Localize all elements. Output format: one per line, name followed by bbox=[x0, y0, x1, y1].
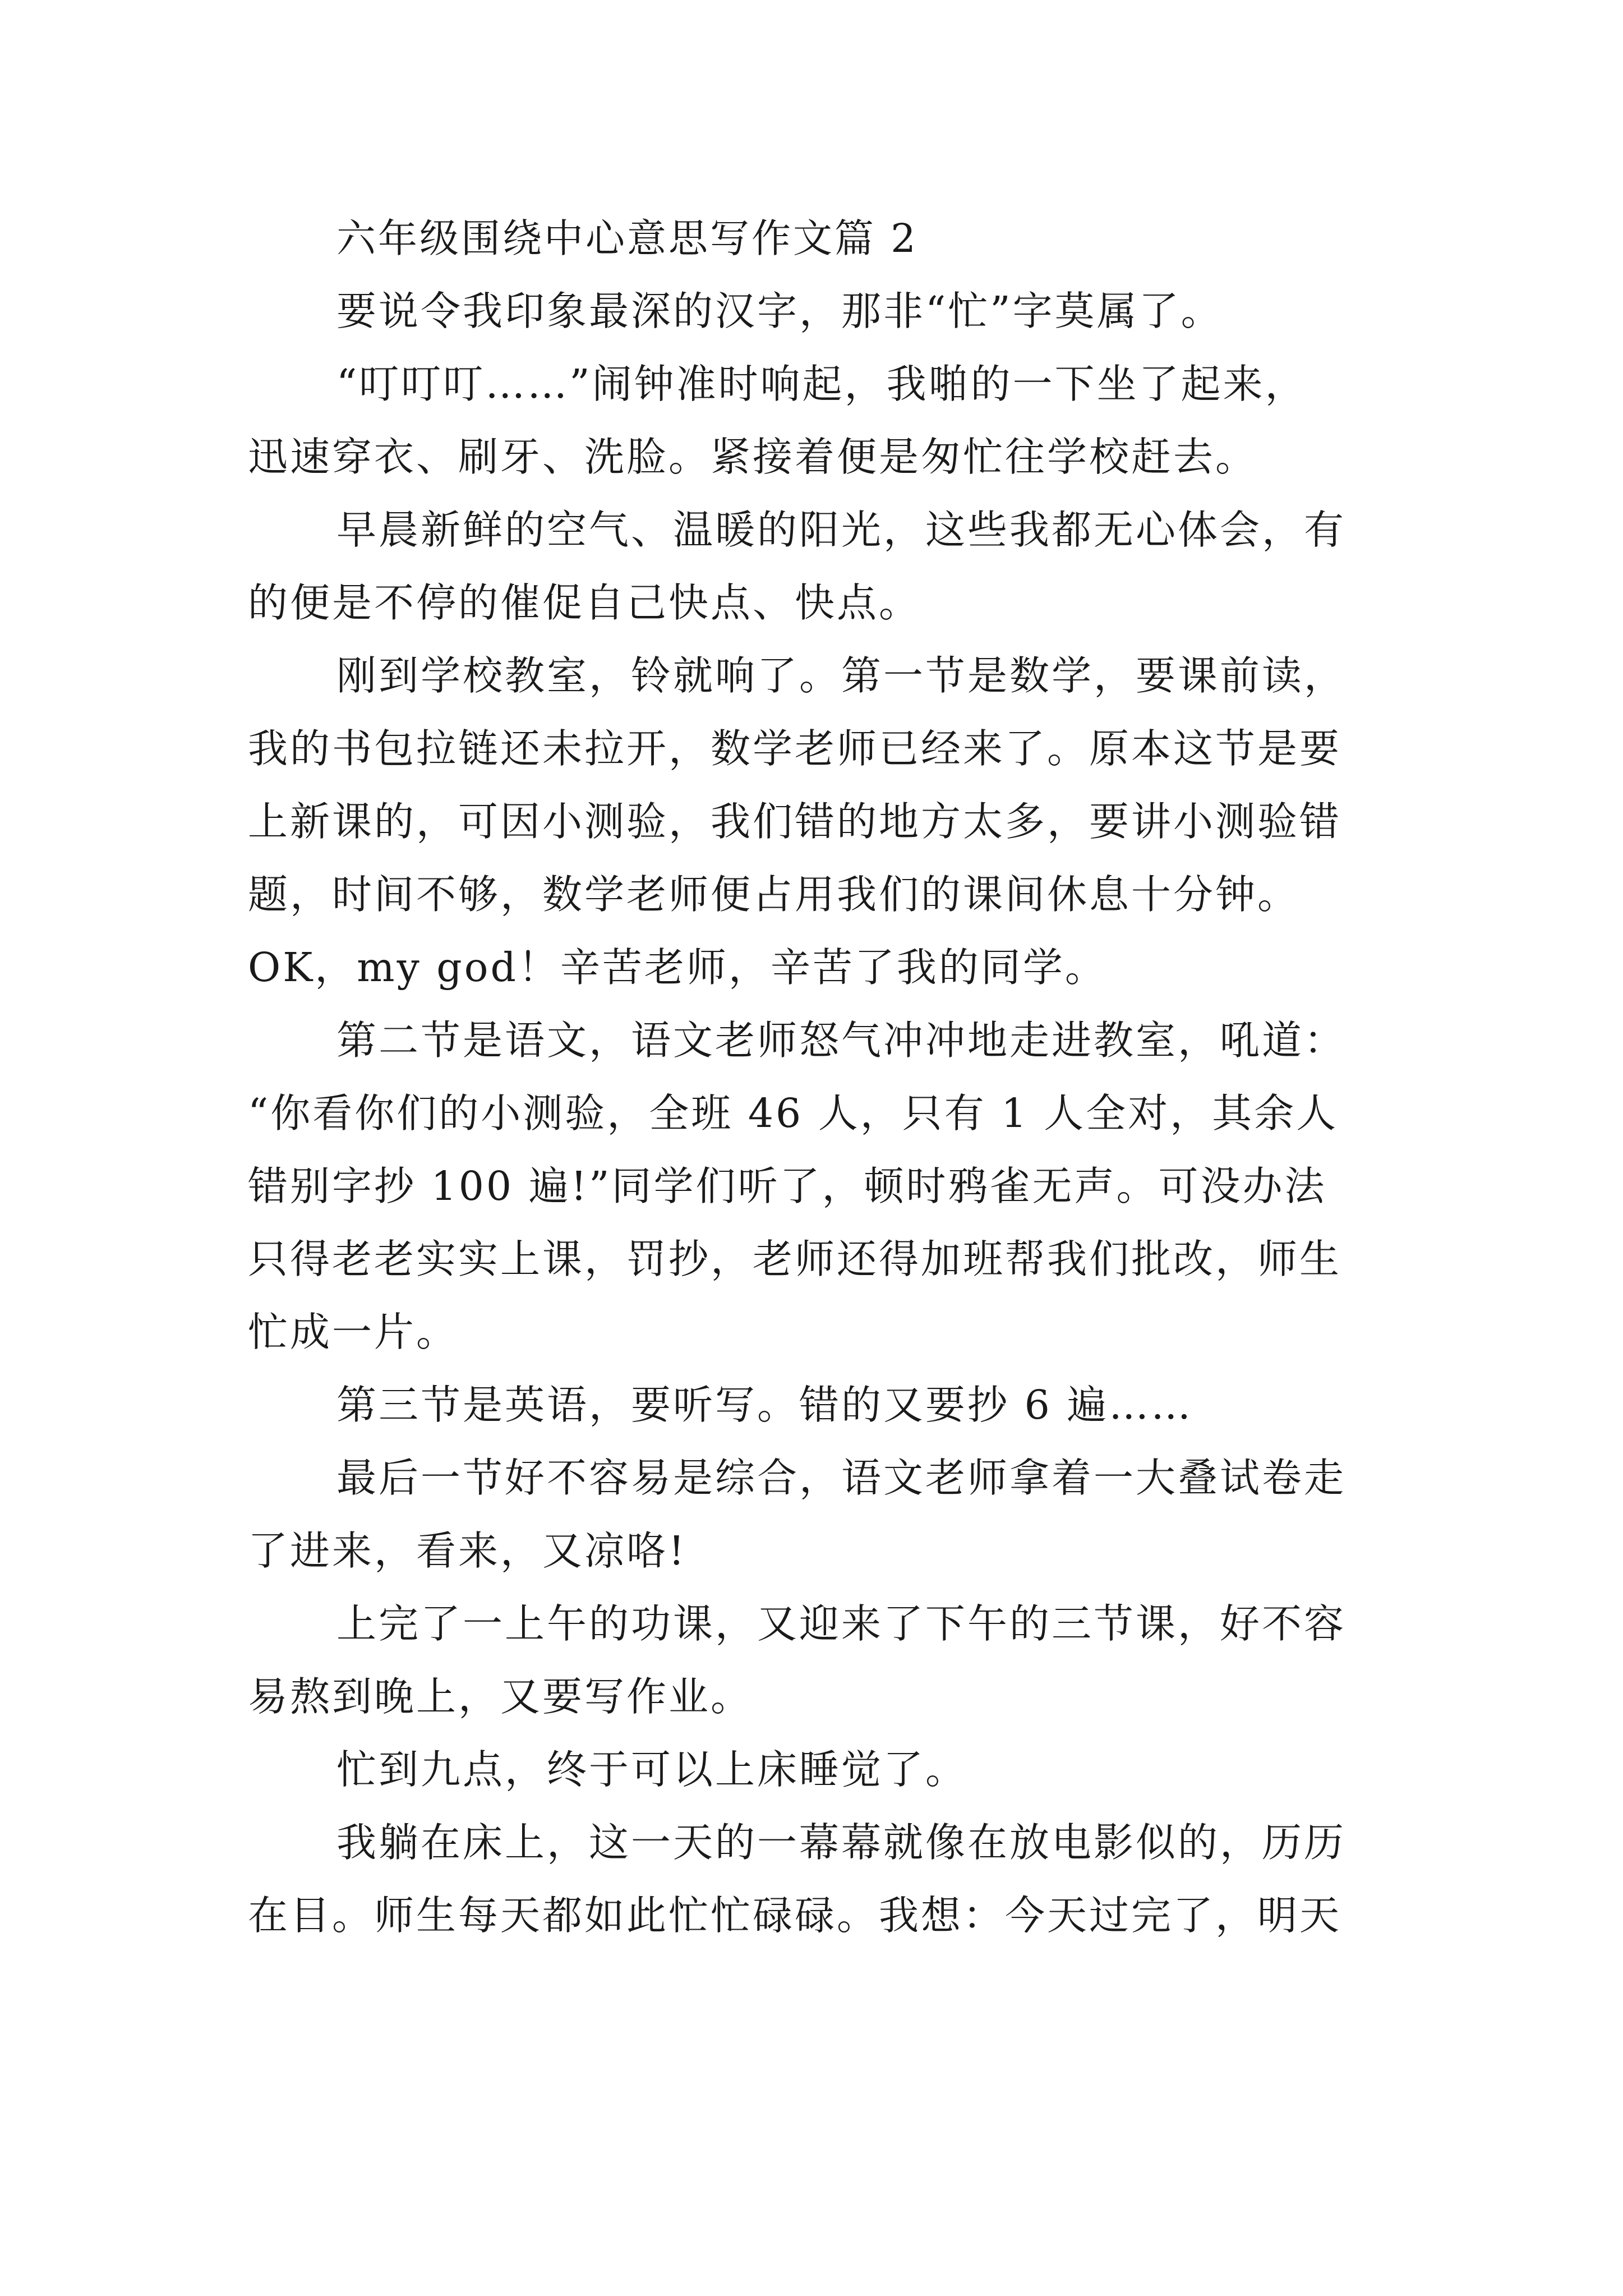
text-line: 早晨新鲜的空气、温暖的阳光，这些我都无心体会，有 bbox=[336, 507, 1347, 553]
text-line: 上新课的，可因小测验，我们错的地方太多，要讲小测验错 bbox=[248, 798, 1342, 845]
text-line: 第二节是语文，语文老师怒气冲冲地走进教室，吼道： bbox=[336, 1017, 1347, 1064]
text-line: “你看你们的小测验，全班 46 人，只有 1 人全对，其余人 bbox=[248, 1090, 1339, 1137]
text-line: 了进来，看来，又凉咯! bbox=[248, 1527, 687, 1574]
text-line: 刚到学校教室，铃就响了。第一节是数学，要课前读， bbox=[336, 652, 1347, 699]
text-line: 错别字抄 100 遍!”同学们听了，顿时鸦雀无声。可没办法 bbox=[248, 1163, 1327, 1209]
text-lines bbox=[248, 275, 1386, 1952]
text-line: OK，my god！辛苦老师，辛苦了我的同学。 bbox=[248, 944, 1107, 991]
text-line: 易熬到晚上，又要写作业。 bbox=[248, 1673, 753, 1720]
text-line: 迅速穿衣、刷牙、洗脸。紧接着便是匆忙往学校赶去。 bbox=[248, 434, 1258, 480]
text-line: 要说令我印象最深的汉字，那非“忙”字莫属了。 bbox=[336, 288, 1223, 334]
text-line: 忙到九点，终于可以上床睡觉了。 bbox=[336, 1746, 968, 1793]
document-body bbox=[248, 202, 1386, 1952]
text-line: 我躺在床上，这一天的一幕幕就像在放电影似的，历历 bbox=[336, 1819, 1347, 1866]
document-title: 六年级围绕中心意思写作文篇 2 bbox=[336, 215, 918, 261]
text-line: 题，时间不够，数学老师便占用我们的课间休息十分钟。 bbox=[248, 871, 1300, 918]
text-line: 上完了一上午的功课，又迎来了下午的三节课，好不容 bbox=[336, 1600, 1347, 1647]
text-line: “叮叮叮……”闹钟准时响起，我啪的一下坐了起来， bbox=[336, 361, 1307, 407]
text-line: 我的书包拉链还未拉开，数学老师已经来了。原本这节是要 bbox=[248, 725, 1342, 772]
text-line: 第三节是英语，要听写。错的又要抄 6 遍…… bbox=[336, 1382, 1193, 1428]
text-line: 只得老老实实上课，罚抄，老师还得加班帮我们批改，师生 bbox=[248, 1236, 1342, 1282]
text-line: 忙成一片。 bbox=[248, 1309, 459, 1355]
text-line: 在目。师生每天都如此忙忙碌碌。我想：今天过完了，明天 bbox=[248, 1892, 1342, 1939]
text-line: 最后一节好不容易是综合，语文老师拿着一大叠试卷走 bbox=[336, 1455, 1347, 1501]
text-line: 的便是不停的催促自己快点、快点。 bbox=[248, 579, 921, 626]
